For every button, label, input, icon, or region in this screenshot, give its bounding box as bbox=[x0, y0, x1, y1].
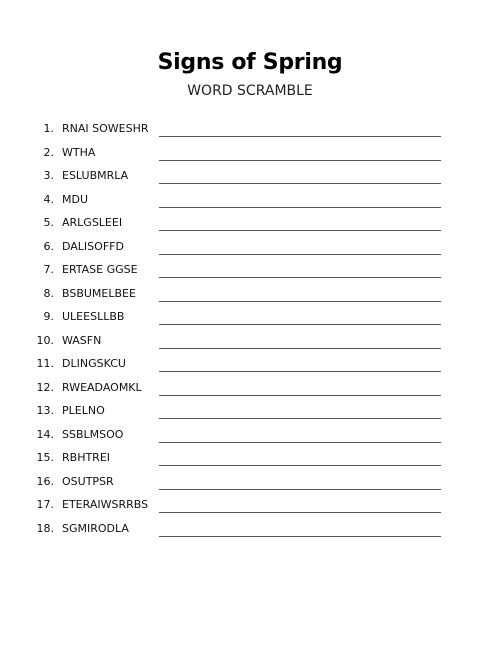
puzzle-number: 3. bbox=[43, 169, 54, 182]
puzzle-row bbox=[0, 470, 500, 494]
answer-line bbox=[159, 395, 441, 396]
scrambled-word: ETERAIWSRRBS bbox=[62, 498, 149, 511]
scrambled-word: DLINGSKCU bbox=[62, 357, 126, 370]
scrambled-word: ULEESLLBB bbox=[62, 310, 125, 323]
puzzle-row bbox=[0, 423, 500, 447]
scrambled-word: BSBUMELBEE bbox=[62, 286, 136, 300]
puzzle-number: 12. bbox=[36, 380, 54, 394]
puzzle-number: 6. bbox=[43, 239, 54, 253]
puzzle-row bbox=[0, 376, 500, 400]
answer-line bbox=[159, 324, 441, 325]
answer-line bbox=[159, 442, 441, 443]
puzzle-number: 10. bbox=[36, 333, 54, 347]
answer-line bbox=[159, 160, 441, 161]
puzzle-row bbox=[0, 117, 500, 141]
answer-line bbox=[159, 371, 441, 372]
answer-line bbox=[159, 536, 441, 537]
puzzle-row bbox=[0, 211, 500, 235]
answer-line bbox=[159, 207, 441, 208]
worksheet-subtitle: WORD SCRAMBLE bbox=[187, 83, 313, 99]
scrambled-word: DALISOFFD bbox=[62, 239, 124, 253]
scrambled-word: PLELNO bbox=[62, 404, 105, 417]
puzzle-number: 4. bbox=[43, 192, 54, 206]
puzzle-row bbox=[0, 399, 500, 423]
scrambled-word: RWEADAOMKL bbox=[62, 380, 142, 394]
answer-line bbox=[159, 418, 441, 419]
puzzle-row bbox=[0, 164, 500, 188]
puzzle-row bbox=[0, 258, 500, 282]
puzzle-row bbox=[0, 517, 500, 541]
puzzle-number: 9. bbox=[43, 310, 54, 323]
puzzle-row bbox=[0, 352, 500, 376]
answer-line bbox=[159, 277, 441, 278]
scrambled-word: ESLUBMRLA bbox=[62, 169, 129, 182]
puzzle-number: 2. bbox=[43, 145, 54, 159]
answer-line bbox=[159, 465, 441, 466]
puzzle-number: 14. bbox=[36, 427, 54, 441]
scrambled-word: WASFN bbox=[62, 333, 102, 347]
puzzle-row bbox=[0, 329, 500, 353]
answer-line bbox=[159, 301, 441, 302]
puzzle-number: 7. bbox=[43, 263, 54, 276]
puzzle-list bbox=[0, 117, 500, 540]
puzzle-row bbox=[0, 282, 500, 306]
puzzle-number: 16. bbox=[36, 474, 54, 488]
puzzle-number: 8. bbox=[43, 286, 54, 300]
puzzle-number: 1. bbox=[43, 122, 54, 135]
puzzle-row bbox=[0, 493, 500, 517]
scrambled-word: RNAI SOWESHR bbox=[62, 122, 149, 135]
answer-line bbox=[159, 136, 441, 137]
answer-line bbox=[159, 512, 441, 513]
answer-line bbox=[159, 254, 441, 255]
answer-line bbox=[159, 489, 441, 490]
puzzle-row bbox=[0, 446, 500, 470]
puzzle-number: 18. bbox=[36, 521, 54, 535]
scrambled-word: WTHA bbox=[62, 145, 96, 159]
puzzle-row bbox=[0, 305, 500, 329]
puzzle-number: 15. bbox=[36, 451, 54, 464]
puzzle-row bbox=[0, 188, 500, 212]
scrambled-word: OSUTPSR bbox=[62, 474, 114, 488]
puzzle-row bbox=[0, 235, 500, 259]
scrambled-word: ARLGSLEEI bbox=[62, 216, 123, 229]
scrambled-word: SSBLMSOO bbox=[62, 427, 124, 441]
scrambled-word: SGMIRODLA bbox=[62, 521, 129, 535]
answer-line bbox=[159, 183, 441, 184]
scrambled-word: ERTASE GGSE bbox=[62, 263, 138, 276]
puzzle-number: 5. bbox=[43, 216, 54, 229]
worksheet-title: Signs of Spring bbox=[157, 50, 343, 75]
answer-line bbox=[159, 348, 441, 349]
scrambled-word: MDU bbox=[62, 192, 89, 206]
puzzle-number: 13. bbox=[36, 404, 54, 417]
answer-line bbox=[159, 230, 441, 231]
puzzle-number: 17. bbox=[36, 498, 54, 511]
puzzle-row bbox=[0, 141, 500, 165]
scrambled-word: RBHTREI bbox=[62, 451, 111, 464]
puzzle-number: 11. bbox=[36, 357, 54, 370]
